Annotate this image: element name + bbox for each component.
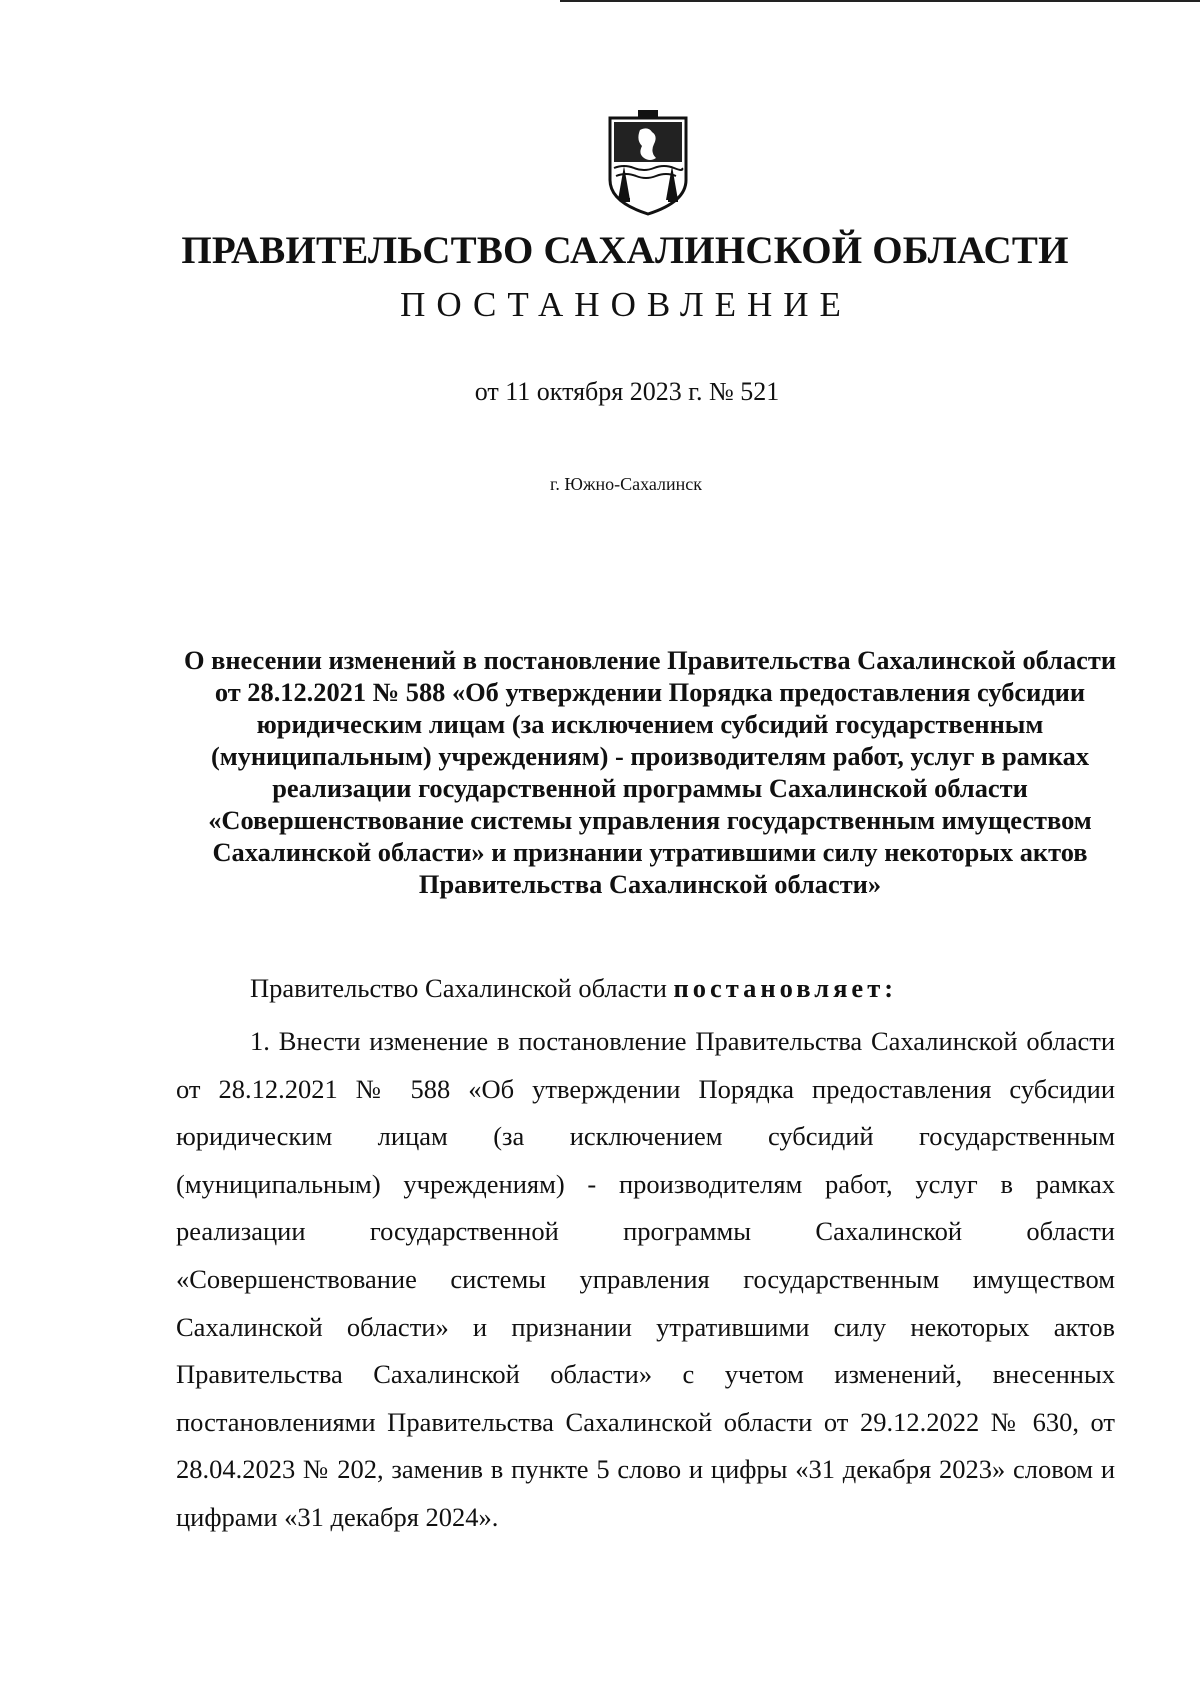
coat-of-arms-icon <box>600 110 696 216</box>
paragraph-1: 1. Внести изменение в постановление Правительства Сахалинской области от 28.12.2021 № 588 «Об утверждении Порядка предоставления субсидии юридическим лицам (за исключением субсидий государственным (муниципальным) учреждениям) - производителям работ, услуг в рамках реализации государственной программы Сахалинской области «Совершенствование системы управления государственным имуществом Сахалинской области» и признании утратившими силу некоторых актов Правительства Сахалинской области» с учетом изменений, внесенных постановлениями Правительства Сахалинской области от 29.12.2022 № 630, от 28.04.2023 № 202, заменив в пункте 5 слово и цифры «31 декабря 2023» словом и цифрами «31 декабря 2024». <box>176 1026 1115 1532</box>
decree-verb: постановляет: <box>673 973 898 1003</box>
document-type: ПОСТАНОВЛЕНИЕ <box>400 285 852 324</box>
decree-intro: Правительство Сахалинской области <box>250 973 667 1003</box>
document-city: г. Южно-Сахалинск <box>549 474 703 494</box>
decree-intro-line <box>250 973 897 1004</box>
government-title: ПРАВИТЕЛЬСТВО САХАЛИНСКОЙ ОБЛАСТИ <box>181 229 1069 272</box>
document-subject: О внесении изменений в постановление Правительства Сахалинской области от 28.12.2021 № 588 «Об утверждении Порядка предоставления субсидии юридическим лицам (за исключением субсидий государственным (муниципальным) учреждениям) - производителям работ, услуг в рамках реализации государственной программы Сахалинской области «Совершенствование системы управления государственным имуществом Сахалинской области» и признании утратившими силу некоторых актов Правительства Сахалинской области» <box>183 645 1117 899</box>
top-border-line <box>560 0 1200 2</box>
document-date-number: от 11 октября 2023 г. № 521 <box>474 377 780 406</box>
